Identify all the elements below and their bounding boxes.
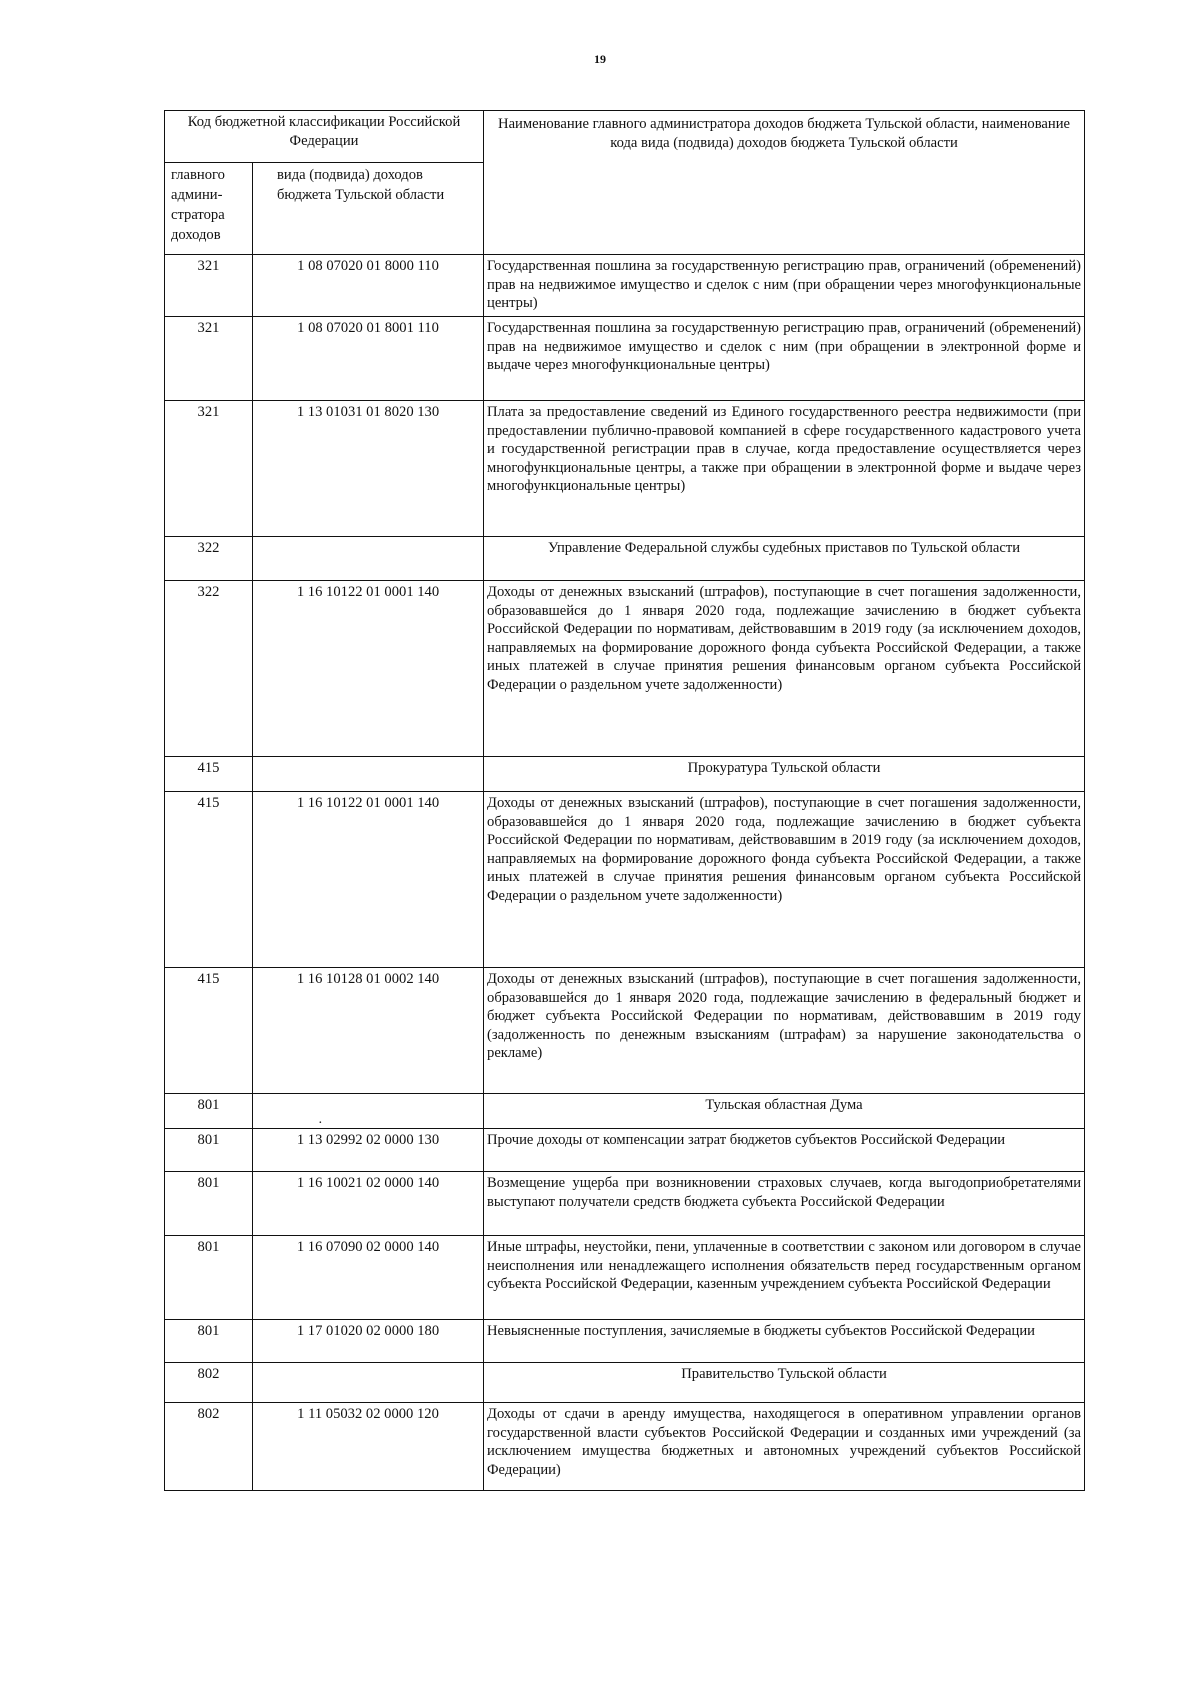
revenue-code-cell (253, 537, 484, 581)
revenue-code-cell: 1 16 10122 01 0001 140 (253, 581, 484, 757)
table-row (165, 792, 1085, 968)
admin-code-cell: 802 (165, 1403, 253, 1491)
revenue-code-cell: 1 11 05032 02 0000 120 (253, 1403, 484, 1491)
table-row (165, 401, 1085, 537)
admin-code-cell: 415 (165, 757, 253, 792)
revenue-name-cell: Государственная пошлина за государственную регистрацию прав, ограничений (обременений) прав на недвижимое имущество и сделок с ним (при обращении в электронной форме и выдаче через многофункциональные центры) (484, 317, 1085, 401)
administrator-name-cell: Управление Федеральной службы судебных приставов по Тульской области (484, 537, 1085, 581)
admin-code-cell: 801 (165, 1172, 253, 1236)
revenue-code-cell: 1 16 10122 01 0001 140 (253, 792, 484, 968)
revenue-code-cell: 1 16 10021 02 0000 140 (253, 1172, 484, 1236)
page-number: 19 (594, 52, 606, 66)
table-row (165, 757, 1085, 792)
administrator-name-cell: Тульская областная Дума (484, 1094, 1085, 1129)
scan-speck: · (318, 1116, 323, 1131)
admin-code-cell: 321 (165, 317, 253, 401)
table-row (165, 1236, 1085, 1320)
table-row (165, 1363, 1085, 1403)
admin-code-cell: 802 (165, 1363, 253, 1403)
table-row (165, 581, 1085, 757)
administrator-name-cell: Прокуратура Тульской области (484, 757, 1085, 792)
revenue-name-cell: Плата за предоставление сведений из Единого государственного реестра недвижимости (при предоставлении публично-правовой компанией в сфере государственного кадастрового учета и государственной регистрации прав в случае, когда предоставление осуществляется через многофункциональные центры, а также при обращении в электронной форме и выдаче через многофункциональные центры) (484, 401, 1085, 537)
admin-code-cell: 801 (165, 1320, 253, 1363)
administrator-name-cell: Правительство Тульской области (484, 1363, 1085, 1403)
budget-classification-table (164, 110, 1085, 1491)
revenue-name-cell: Государственная пошлина за государственную регистрацию прав, ограничений (обременений) прав на недвижимое имущество и сделок с ним (при обращении через многофункциональные центры) (484, 255, 1085, 317)
revenue-code-cell: 1 16 10128 01 0002 140 (253, 968, 484, 1094)
admin-code-cell: 321 (165, 401, 253, 537)
admin-code-cell: 415 (165, 968, 253, 1094)
revenue-name-cell: Иные штрафы, неустойки, пени, уплаченные в соответствии с законом или договором в случае неисполнения или ненадлежащего исполнения обязательств перед государственным органом субъекта Российской Федерации, казенным учреждением субъекта Российской Федерации (484, 1236, 1085, 1320)
revenue-name-cell: Возмещение ущерба при возникновении страховых случаев, когда выгодоприобретателями выступают получатели средств бюджета субъекта Российской Федерации (484, 1172, 1085, 1236)
admin-code-cell: 322 (165, 581, 253, 757)
header-type-column: вида (подвида) доходов бюджета Тульской области (253, 163, 484, 255)
revenue-code-cell (253, 1094, 484, 1129)
admin-code-cell: 801 (165, 1094, 253, 1129)
table-row (165, 1320, 1085, 1363)
revenue-name-cell: Доходы от денежных взысканий (штрафов), поступающие в счет погашения задолженности, образовавшейся до 1 января 2020 года, подлежащие зачислению в бюджет субъекта Российской Федерации по нормативам, действовавшим в 2019 году (за исключением доходов, направляемых на формирование дорожного фонда субъекта Российской Федерации, а также иных платежей в случае принятия решения финансовым органом субъекта Российской Федерации о раздельном учете задолженности) (484, 792, 1085, 968)
revenue-name-cell: Невыясненные поступления, зачисляемые в бюджеты субъектов Российской Федерации (484, 1320, 1085, 1363)
admin-code-cell: 415 (165, 792, 253, 968)
table-row (165, 255, 1085, 317)
table-row (165, 1094, 1085, 1129)
admin-code-cell: 322 (165, 537, 253, 581)
revenue-code-cell: 1 13 02992 02 0000 130 (253, 1129, 484, 1172)
admin-code-cell: 801 (165, 1236, 253, 1320)
table-row (165, 968, 1085, 1094)
revenue-code-cell: 1 17 01020 02 0000 180 (253, 1320, 484, 1363)
table-row (165, 1172, 1085, 1236)
table-row (165, 317, 1085, 401)
revenue-name-cell: Доходы от денежных взысканий (штрафов), поступающие в счет погашения задолженности, образовавшейся до 1 января 2020 года, подлежащие зачислению в бюджет субъекта Российской Федерации по нормативам, действовавшим в 2019 году (за исключением доходов, направляемых на формирование дорожного фонда субъекта Российской Федерации, а также иных платежей в случае принятия решения финансовым органом субъекта Российской Федерации о раздельном учете задолженности) (484, 581, 1085, 757)
revenue-code-cell (253, 1363, 484, 1403)
revenue-code-cell: 1 08 07020 01 8001 110 (253, 317, 484, 401)
table-row (165, 1403, 1085, 1491)
header-name-column: Наименование главного администратора доходов бюджета Тульской области, наименование кода вида (подвида) доходов бюджета Тульской области (484, 111, 1085, 255)
table-row (165, 537, 1085, 581)
header-admin-column: главного админи-стратора доходов (165, 163, 253, 255)
revenue-code-cell (253, 757, 484, 792)
revenue-name-cell: Доходы от денежных взысканий (штрафов), поступающие в счет погашения задолженности, образовавшейся до 1 января 2020 года, подлежащие зачислению в федеральный бюджет и бюджет субъекта Российской Федерации по нормативам, действовавшим в 2019 году (задолженность по денежным взысканиям (штрафам) за нарушение законодательства о рекламе) (484, 968, 1085, 1094)
revenue-code-cell: 1 16 07090 02 0000 140 (253, 1236, 484, 1320)
revenue-code-cell: 1 08 07020 01 8000 110 (253, 255, 484, 317)
admin-code-cell: 801 (165, 1129, 253, 1172)
revenue-name-cell: Прочие доходы от компенсации затрат бюджетов субъектов Российской Федерации (484, 1129, 1085, 1172)
revenue-code-cell: 1 13 01031 01 8020 130 (253, 401, 484, 537)
revenue-name-cell: Доходы от сдачи в аренду имущества, находящегося в оперативном управлении органов государственной власти субъектов Российской Федерации и созданных ими учреждений (за исключением имущества бюджетных и автономных учреждений субъектов Российской Федерации) (484, 1403, 1085, 1491)
table-row (165, 1129, 1085, 1172)
header-code-group: Код бюджетной классификации Российской Федерации (165, 111, 484, 163)
admin-code-cell: 321 (165, 255, 253, 317)
